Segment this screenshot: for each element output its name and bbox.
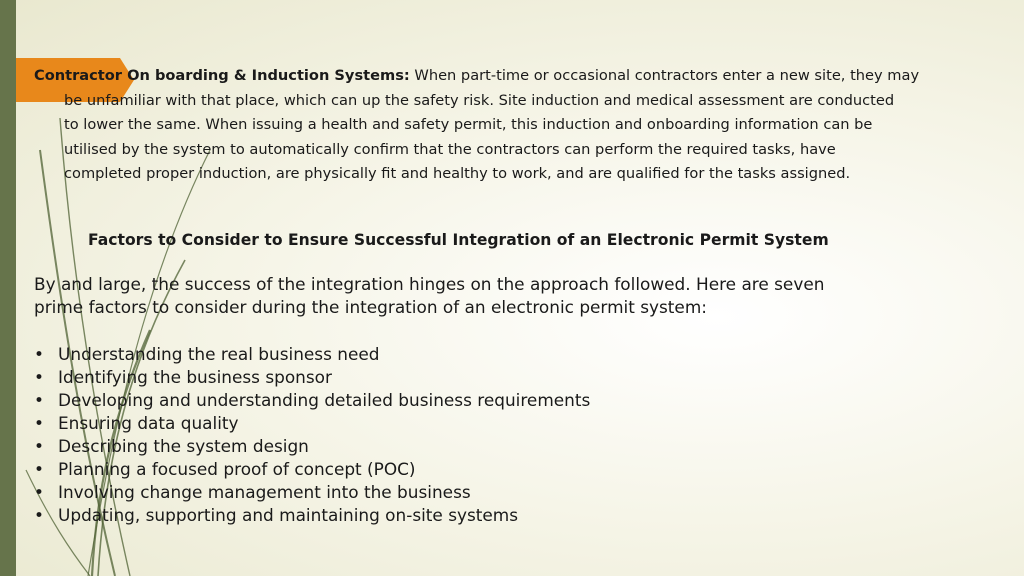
list-item xyxy=(34,343,590,366)
onboarding-paragraph xyxy=(34,64,954,187)
intro-paragraph xyxy=(34,273,924,319)
list-item-text: Involving change management into the business xyxy=(58,482,471,502)
intro-line-2: prime factors to consider during the integration of an electronic permit system: xyxy=(34,297,707,317)
bullet-icon: • xyxy=(34,367,44,387)
bullet-icon: • xyxy=(34,505,44,525)
bullet-icon: • xyxy=(34,482,44,502)
list-item xyxy=(34,504,590,527)
onboarding-line-4: utilised by the system to automatically confirm that the contractors can perform the required tasks, have xyxy=(64,140,836,158)
list-item xyxy=(34,435,590,458)
onboarding-line-1: When part-time or occasional contractors enter a new site, they may xyxy=(414,67,920,84)
list-item-text: Describing the system design xyxy=(58,436,309,456)
bullet-icon: • xyxy=(34,436,44,456)
bullet-icon: • xyxy=(34,413,44,433)
list-item xyxy=(34,389,590,412)
list-item-text: Updating, supporting and maintaining on-site systems xyxy=(58,505,519,525)
list-item xyxy=(34,412,590,435)
onboarding-label: Contractor On boarding & Induction Systems: xyxy=(34,67,410,84)
list-item xyxy=(34,481,590,504)
bullet-icon: • xyxy=(34,344,44,364)
factors-list xyxy=(34,343,590,527)
onboarding-line-5: completed proper induction, are physically fit and healthy to work, and are qualified for the tasks assigned. xyxy=(64,165,851,182)
onboarding-line-2: be unfamiliar with that place, which can up the safety risk. Site induction and medical assessment are conducted xyxy=(64,91,895,109)
bullet-icon: • xyxy=(34,459,44,479)
section-heading: Factors to Consider to Ensure Successful Integration of an Electronic Permit System xyxy=(88,231,829,249)
list-item-text: Ensuring data quality xyxy=(58,413,239,433)
list-item-text: Identifying the business sponsor xyxy=(58,367,332,387)
list-item xyxy=(34,458,590,481)
bullet-icon: • xyxy=(34,390,44,410)
list-item-text: Understanding the real business need xyxy=(58,344,380,364)
list-item-text: Planning a focused proof of concept (POC) xyxy=(58,459,416,479)
intro-line-1: By and large, the success of the integration hinges on the approach followed. Here are seven xyxy=(34,274,825,294)
onboarding-line-3: to lower the same. When issuing a health and safety permit, this induction and onboarding information can be xyxy=(64,116,873,133)
list-item xyxy=(34,366,590,389)
list-item-text: Developing and understanding detailed business requirements xyxy=(58,390,591,410)
